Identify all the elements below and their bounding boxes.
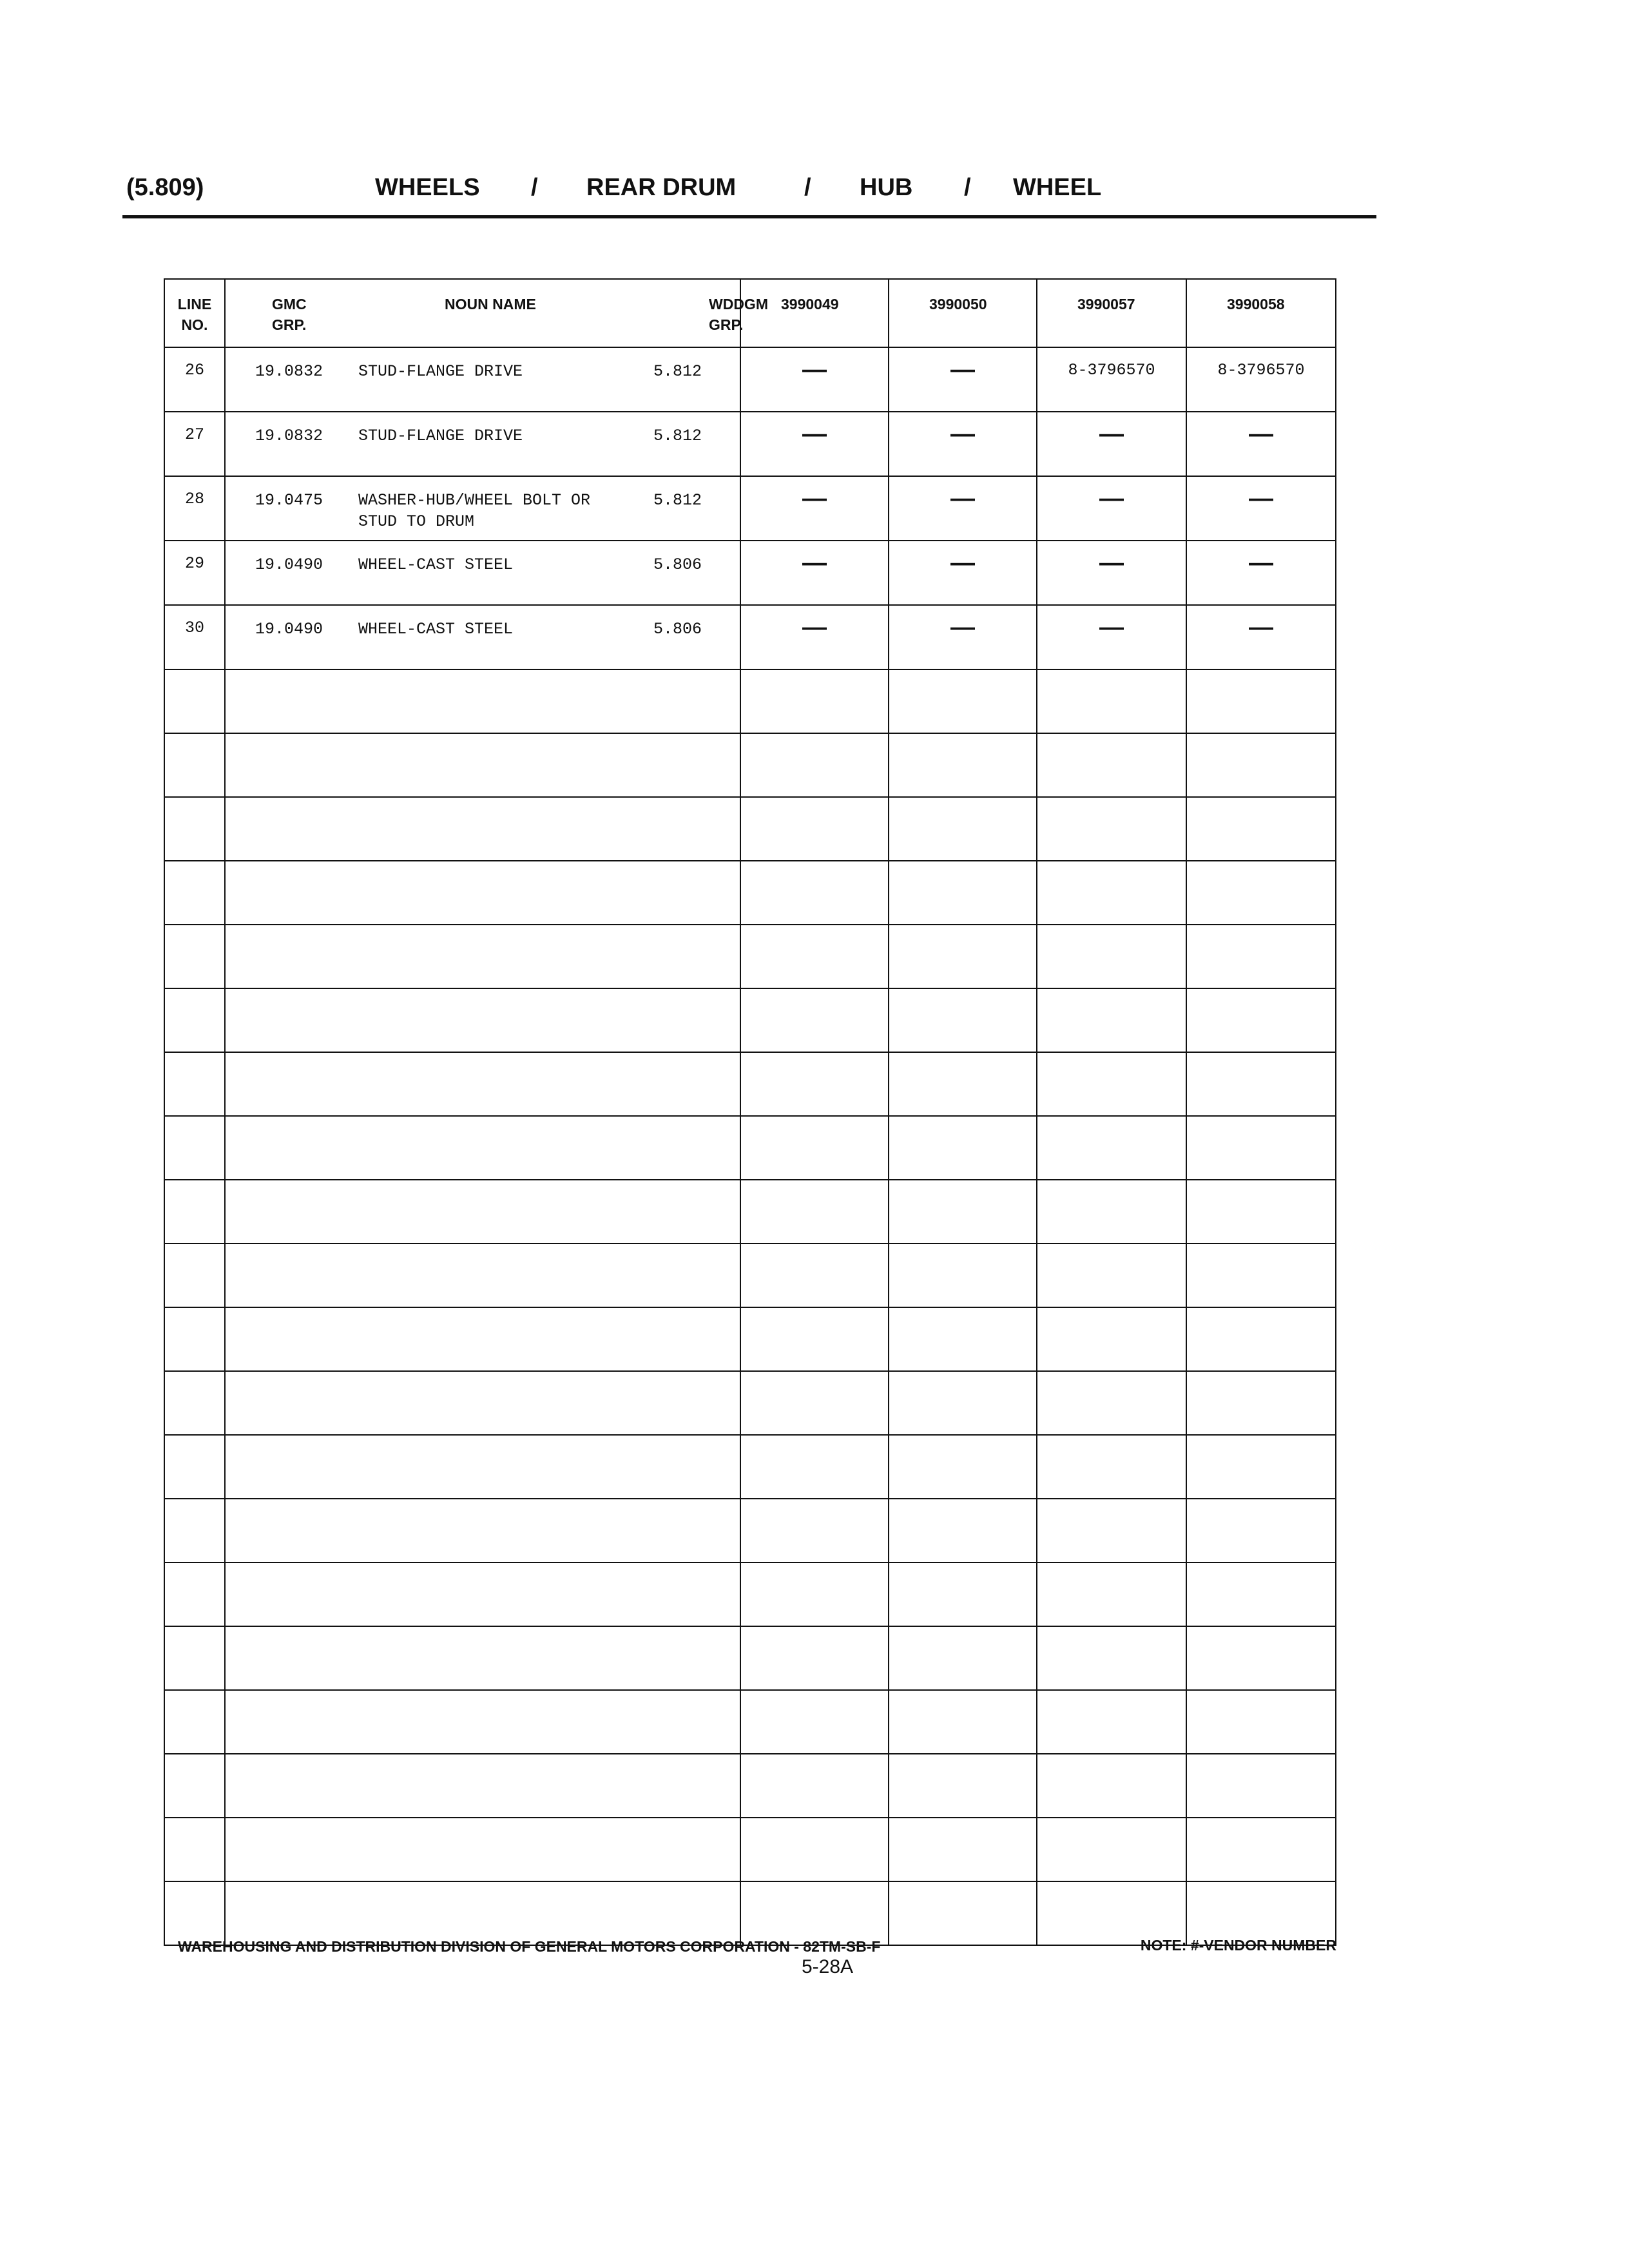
- model-1-value: —: [802, 485, 827, 512]
- info-cell: [225, 347, 740, 412]
- gmc-group: 19.0490: [255, 555, 323, 574]
- empty-cell: [740, 1435, 889, 1499]
- empty-cell: [164, 1754, 225, 1818]
- header-model-4: [1186, 279, 1336, 347]
- model-2-value: —: [950, 614, 975, 641]
- empty-cell: [225, 1754, 740, 1818]
- title-hub: HUB: [860, 174, 913, 201]
- noun-name: WASHER-HUB/WHEEL BOLT OR STUD TO DRUM: [358, 491, 591, 531]
- empty-table-row: [164, 1499, 1336, 1562]
- empty-table-row: [164, 988, 1336, 1052]
- model-1-cell: [740, 476, 889, 541]
- header-model-2-label: 3990050: [929, 296, 987, 312]
- empty-cell: [889, 669, 1037, 733]
- model-1-cell: [740, 605, 889, 669]
- empty-cell: [1037, 797, 1186, 861]
- empty-cell: [1186, 861, 1336, 925]
- line-cell: [164, 605, 225, 669]
- empty-cell: [225, 925, 740, 988]
- empty-cell: [1186, 1435, 1336, 1499]
- empty-cell: [1037, 1180, 1186, 1244]
- model-4-value: —: [1249, 550, 1273, 577]
- empty-cell: [1186, 1690, 1336, 1754]
- empty-table-row: [164, 733, 1336, 797]
- empty-cell: [1186, 1307, 1336, 1371]
- header-gmc-label: GMC: [272, 296, 307, 312]
- empty-cell: [740, 797, 889, 861]
- empty-cell: [889, 1244, 1037, 1307]
- parts-table: [164, 278, 1336, 1946]
- info-cell: [225, 412, 740, 476]
- empty-cell: [164, 1052, 225, 1116]
- model-3-value: —: [1099, 485, 1124, 512]
- empty-table-row: [164, 669, 1336, 733]
- empty-cell: [1186, 925, 1336, 988]
- header-rule: [122, 215, 1376, 218]
- header-model-3: [1037, 279, 1186, 347]
- empty-cell: [1037, 988, 1186, 1052]
- header-noun-name: NOUN NAME: [445, 296, 536, 312]
- empty-cell: [740, 733, 889, 797]
- empty-cell: [1037, 669, 1186, 733]
- empty-cell: [889, 1371, 1037, 1435]
- table-row: [164, 412, 1336, 476]
- section-number-text: (5.809): [126, 174, 204, 201]
- empty-cell: [164, 925, 225, 988]
- header-line-label: LINE: [177, 296, 212, 312]
- empty-table-row: [164, 861, 1336, 925]
- empty-cell: [740, 925, 889, 988]
- model-1-cell: [740, 412, 889, 476]
- empty-table-row: [164, 1754, 1336, 1818]
- gmc-group: 19.0832: [255, 427, 323, 445]
- empty-cell: [225, 988, 740, 1052]
- empty-cell: [740, 1626, 889, 1690]
- model-4-cell: [1186, 605, 1336, 669]
- empty-cell: [1186, 1562, 1336, 1626]
- empty-cell: [889, 925, 1037, 988]
- model-1-cell: [740, 347, 889, 412]
- empty-cell: [164, 1435, 225, 1499]
- empty-cell: [164, 1116, 225, 1180]
- header-line-no: [164, 279, 225, 347]
- empty-cell: [1186, 1116, 1336, 1180]
- empty-cell: [1037, 1499, 1186, 1562]
- empty-cell: [225, 1626, 740, 1690]
- empty-cell: [225, 733, 740, 797]
- model-4-cell: [1186, 541, 1336, 605]
- header-wddgm-label: WDDGM: [709, 296, 768, 312]
- empty-table-row: [164, 1116, 1336, 1180]
- empty-cell: [889, 1116, 1037, 1180]
- table-row: [164, 541, 1336, 605]
- empty-cell: [164, 1626, 225, 1690]
- model-2-cell: [889, 541, 1037, 605]
- empty-cell: [225, 1244, 740, 1307]
- empty-cell: [889, 1307, 1037, 1371]
- empty-cell: [1186, 797, 1336, 861]
- empty-cell: [740, 988, 889, 1052]
- empty-cell: [1037, 1754, 1186, 1818]
- line-number: 26: [184, 361, 204, 380]
- empty-cell: [740, 1754, 889, 1818]
- empty-cell: [164, 797, 225, 861]
- empty-cell: [225, 1180, 740, 1244]
- empty-cell: [889, 797, 1037, 861]
- empty-cell: [1037, 1818, 1186, 1881]
- empty-table-row: [164, 1818, 1336, 1881]
- empty-cell: [740, 1180, 889, 1244]
- empty-cell: [740, 1244, 889, 1307]
- title-sep-1: /: [531, 174, 538, 201]
- empty-cell: [225, 797, 740, 861]
- empty-table-row: [164, 1244, 1336, 1307]
- model-3-value: —: [1099, 550, 1124, 577]
- wddgm-group: 5.812: [653, 362, 702, 381]
- model-3-value: 8-3796570: [1068, 361, 1155, 380]
- wddgm-group: 5.806: [653, 620, 702, 639]
- empty-cell: [740, 1307, 889, 1371]
- empty-table-row: [164, 1052, 1336, 1116]
- noun-name: WHEEL-CAST STEEL: [358, 620, 514, 639]
- empty-cell: [740, 1499, 889, 1562]
- empty-cell: [1186, 1881, 1336, 1945]
- page-header: [126, 169, 1380, 210]
- empty-cell: [740, 1371, 889, 1435]
- empty-cell: [225, 861, 740, 925]
- title-wheels: WHEELS: [375, 174, 480, 201]
- empty-cell: [1037, 925, 1186, 988]
- header-model-2: [889, 279, 1037, 347]
- empty-cell: [225, 1499, 740, 1562]
- empty-cell: [889, 1499, 1037, 1562]
- model-3-cell: [1037, 412, 1186, 476]
- empty-table-row: [164, 1626, 1336, 1690]
- model-4-value: —: [1249, 614, 1273, 641]
- model-2-cell: [889, 476, 1037, 541]
- model-2-value: —: [950, 421, 975, 448]
- empty-table-row: [164, 1435, 1336, 1499]
- empty-cell: [740, 1562, 889, 1626]
- model-1-value: —: [802, 614, 827, 641]
- empty-table-row: [164, 1881, 1336, 1945]
- model-3-value: —: [1099, 421, 1124, 448]
- empty-cell: [164, 669, 225, 733]
- model-4-value: —: [1249, 485, 1273, 512]
- footer-note: NOTE: #-VENDOR NUMBER: [1140, 1937, 1336, 1954]
- empty-cell: [164, 988, 225, 1052]
- model-4-cell: [1186, 412, 1336, 476]
- empty-cell: [225, 1371, 740, 1435]
- empty-cell: [164, 1690, 225, 1754]
- empty-cell: [889, 1818, 1037, 1881]
- info-cell: [225, 476, 740, 541]
- empty-cell: [225, 669, 740, 733]
- empty-cell: [1037, 1052, 1186, 1116]
- model-2-value: —: [950, 485, 975, 512]
- model-3-cell: [1037, 605, 1186, 669]
- info-cell: [225, 605, 740, 669]
- line-cell: [164, 476, 225, 541]
- empty-cell: [1186, 1180, 1336, 1244]
- empty-table-row: [164, 1562, 1336, 1626]
- empty-cell: [1186, 1626, 1336, 1690]
- empty-cell: [889, 988, 1037, 1052]
- empty-cell: [889, 861, 1037, 925]
- empty-cell: [225, 1435, 740, 1499]
- model-4-cell: [1186, 476, 1336, 541]
- empty-cell: [225, 1818, 740, 1881]
- table-row: [164, 476, 1336, 541]
- empty-table-row: [164, 1307, 1336, 1371]
- empty-cell: [1037, 1307, 1186, 1371]
- empty-cell: [1186, 669, 1336, 733]
- line-number: 28: [184, 490, 204, 508]
- wddgm-group: 5.806: [653, 555, 702, 574]
- empty-cell: [1186, 1818, 1336, 1881]
- empty-cell: [740, 1690, 889, 1754]
- model-3-value: —: [1099, 614, 1124, 641]
- header-model-1-label: 3990049: [781, 296, 839, 312]
- empty-cell: [1186, 1754, 1336, 1818]
- model-2-cell: [889, 412, 1037, 476]
- header-wddgm-grp-label: GRP.: [709, 316, 744, 333]
- header-info: [225, 279, 768, 347]
- noun-name: WHEEL-CAST STEEL: [358, 555, 514, 574]
- empty-cell: [164, 1244, 225, 1307]
- model-4-value: 8-3796570: [1217, 361, 1305, 380]
- title-sep-2: /: [804, 174, 811, 201]
- table-row: [164, 347, 1336, 412]
- empty-cell: [1186, 1052, 1336, 1116]
- empty-cell: [1186, 1499, 1336, 1562]
- empty-cell: [225, 1881, 740, 1945]
- empty-cell: [164, 1562, 225, 1626]
- empty-cell: [740, 669, 889, 733]
- empty-cell: [225, 1562, 740, 1626]
- line-number: 30: [184, 619, 204, 637]
- empty-cell: [225, 1307, 740, 1371]
- empty-cell: [1037, 1626, 1186, 1690]
- empty-table-row: [164, 925, 1336, 988]
- line-number: 27: [184, 425, 204, 444]
- empty-cell: [1037, 733, 1186, 797]
- empty-cell: [740, 1116, 889, 1180]
- empty-cell: [740, 1818, 889, 1881]
- model-1-value: —: [802, 421, 827, 448]
- gmc-group: 19.0475: [255, 491, 323, 510]
- title-rear-drum: REAR DRUM: [586, 174, 737, 201]
- model-2-value: —: [950, 356, 975, 383]
- empty-cell: [889, 1052, 1037, 1116]
- empty-cell: [1186, 1371, 1336, 1435]
- empty-cell: [164, 1499, 225, 1562]
- page-number: 5-28A: [802, 1956, 854, 1977]
- table-header-row: [164, 279, 1336, 347]
- empty-cell: [164, 1881, 225, 1945]
- noun-name: STUD-FLANGE DRIVE: [358, 362, 523, 381]
- empty-cell: [225, 1116, 740, 1180]
- empty-cell: [889, 1690, 1037, 1754]
- model-2-value: —: [950, 550, 975, 577]
- title-wheel: WHEEL: [1013, 174, 1102, 201]
- model-3-cell: [1037, 541, 1186, 605]
- model-2-cell: [889, 605, 1037, 669]
- empty-cell: [164, 1307, 225, 1371]
- empty-cell: [889, 1562, 1037, 1626]
- table-row: [164, 605, 1336, 669]
- header-grp-label: GRP.: [272, 316, 307, 333]
- empty-cell: [1186, 1244, 1336, 1307]
- empty-cell: [1037, 1116, 1186, 1180]
- empty-cell: [1186, 988, 1336, 1052]
- empty-cell: [1037, 1435, 1186, 1499]
- model-3-cell: [1037, 347, 1186, 412]
- model-2-cell: [889, 347, 1037, 412]
- header-model-4-label: 3990058: [1227, 296, 1285, 312]
- empty-cell: [889, 733, 1037, 797]
- empty-cell: [740, 1052, 889, 1116]
- model-1-value: —: [802, 550, 827, 577]
- header-model-3-label: 3990057: [1077, 296, 1135, 312]
- info-cell: [225, 541, 740, 605]
- wddgm-group: 5.812: [653, 427, 702, 445]
- empty-cell: [889, 1180, 1037, 1244]
- gmc-group: 19.0490: [255, 620, 323, 639]
- empty-cell: [740, 861, 889, 925]
- header-no-label: NO.: [181, 316, 208, 333]
- empty-cell: [889, 1881, 1037, 1945]
- model-3-cell: [1037, 476, 1186, 541]
- model-4-cell: [1186, 347, 1336, 412]
- model-1-cell: [740, 541, 889, 605]
- empty-table-row: [164, 1690, 1336, 1754]
- wddgm-group: 5.812: [653, 491, 702, 510]
- model-4-value: —: [1249, 421, 1273, 448]
- empty-cell: [740, 1881, 889, 1945]
- line-number: 29: [184, 554, 204, 573]
- model-1-value: —: [802, 356, 827, 383]
- empty-cell: [1037, 1371, 1186, 1435]
- empty-cell: [164, 733, 225, 797]
- empty-cell: [164, 1371, 225, 1435]
- empty-cell: [164, 1180, 225, 1244]
- empty-cell: [1186, 733, 1336, 797]
- empty-table-row: [164, 1371, 1336, 1435]
- empty-cell: [889, 1435, 1037, 1499]
- empty-table-row: [164, 797, 1336, 861]
- empty-cell: [889, 1626, 1037, 1690]
- empty-cell: [1037, 1244, 1186, 1307]
- empty-cell: [164, 1818, 225, 1881]
- footer-publisher: WAREHOUSING AND DISTRIBUTION DIVISION OF GENERAL MOTORS CORPORATION - 82TM-SB-F: [178, 1938, 881, 1955]
- line-cell: [164, 412, 225, 476]
- empty-cell: [164, 861, 225, 925]
- line-cell: [164, 541, 225, 605]
- empty-cell: [1037, 1881, 1186, 1945]
- gmc-group: 19.0832: [255, 362, 323, 381]
- empty-cell: [1037, 1562, 1186, 1626]
- empty-cell: [225, 1690, 740, 1754]
- title-sep-3: /: [964, 174, 971, 201]
- empty-cell: [889, 1754, 1037, 1818]
- empty-cell: [1037, 861, 1186, 925]
- empty-cell: [1037, 1690, 1186, 1754]
- empty-table-row: [164, 1180, 1336, 1244]
- empty-cell: [225, 1052, 740, 1116]
- noun-name: STUD-FLANGE DRIVE: [358, 427, 523, 445]
- line-cell: [164, 347, 225, 412]
